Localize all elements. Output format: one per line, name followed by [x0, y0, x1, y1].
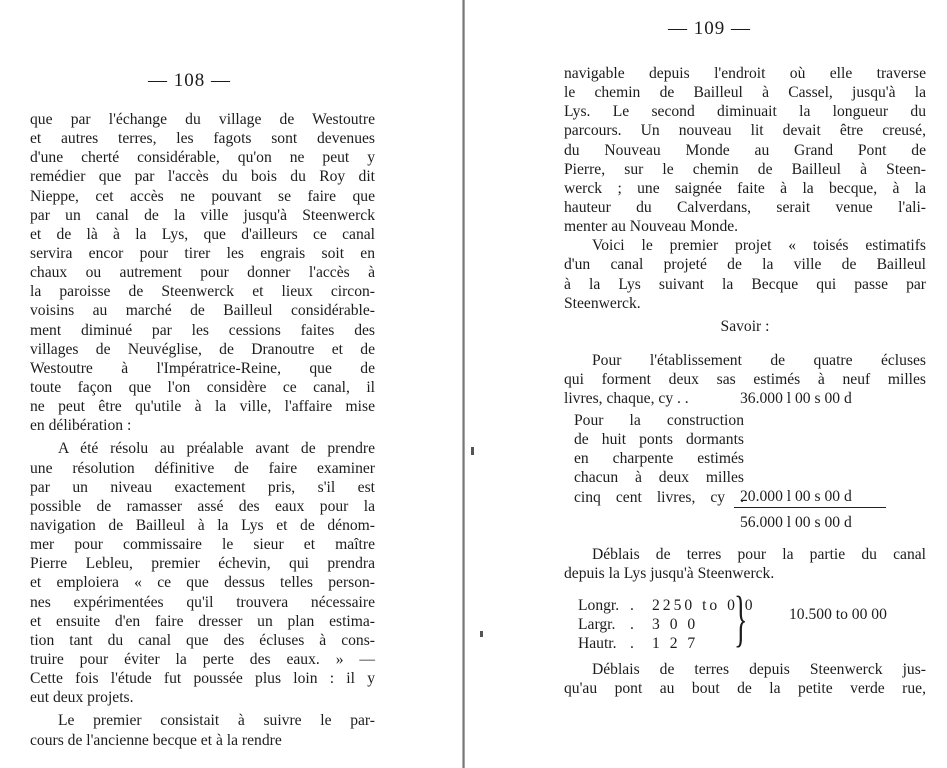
sum-rule [734, 507, 886, 508]
right-page [468, 0, 947, 768]
measure-value: 2250 to 0 0 [652, 597, 756, 614]
text-line: Nieppe, cet accès ne pouvant se faire que [30, 187, 375, 205]
right-page-number: — 109 — [668, 18, 751, 39]
ponts-line: de huit ponts dormants [574, 431, 744, 449]
measure-label: Longr. [578, 597, 620, 614]
text-line: que par l'échange du village de Westoutre [30, 111, 375, 128]
text-line: hauteur du Calverdans, serait venue l'ali- [564, 198, 926, 216]
ecluses-line: livres, chaque, cy . . [564, 390, 689, 408]
ponts-line: cinq cent livres, cy . [574, 488, 744, 506]
measures-total: 10.500 to 00 00 [789, 606, 887, 623]
book-gutter [462, 0, 465, 768]
final-line: Déblais de terres depuis Steenwerck jus- [592, 661, 926, 678]
text-line: Pierre, sur le chemin de Bailleul à Steen- [564, 160, 926, 178]
text-line: Lys. Le second diminuait la longueur du [564, 103, 926, 121]
text-line: par un canal de la ville jusqu'à Steenwerck [30, 206, 375, 224]
text-line: remédier que par l'accès du bois du Roy dit [30, 168, 375, 186]
measure-dot: . [630, 616, 634, 633]
measure-row [578, 615, 736, 634]
text-line: toute façon que l'on considère ce canal, il [30, 378, 375, 396]
text-line: nes expérimentées qu'il trouvera nécessaire [30, 593, 375, 611]
text-line: parcours. Un nouveau lit devait être creusé, [564, 122, 926, 140]
total-amount: 56.000 l 00 s 00 d [740, 514, 852, 531]
measure-dot: . [630, 635, 634, 652]
text-line: possible de ramasser assé des eaux pour la [30, 497, 375, 515]
text-line: Voici le premier projet « toisés estimatifs [592, 237, 926, 255]
brace-glyph: } [734, 585, 748, 653]
text-line: truire pour éviter la perte des eaux. » — [30, 650, 375, 668]
measure-label: Hautr. [578, 635, 617, 652]
text-line: voisins au marché de Bailleul considérable- [30, 302, 375, 320]
deblais-line: Déblais de terres pour la partie du canal [592, 546, 926, 563]
text-line: ne peut être qu'utile à la ville, l'affaire mise [30, 398, 375, 416]
measure-dot: . [630, 597, 634, 614]
text-line: A été résolu au préalable avant de prendre [58, 440, 375, 458]
text-line: navigable depuis l'endroit où elle traverse [564, 65, 926, 82]
ponts-line: en charpente estimés [574, 450, 744, 468]
text-line: du Nouveau Monde au Grand Pont de [564, 141, 926, 159]
ecluses-amount: 36.000 l 00 s 00 d [740, 390, 852, 407]
text-line: par un niveau exactement pris, s'il est [30, 478, 375, 496]
text-line: la paroisse de Steenwerck et lieux circon- [30, 283, 375, 301]
measure-row [578, 634, 736, 653]
deblais-heading [564, 545, 926, 583]
text-line: eut deux projets. [30, 689, 134, 707]
text-line: cours de l'ancienne becque et à la rendre [30, 731, 282, 749]
measure-value: 1 2 7 [652, 635, 699, 652]
estimate-block [564, 351, 926, 531]
ponts-line: Pour la construction [574, 412, 744, 429]
ecluses-line: Pour l'établissement de quatre écluses [592, 352, 926, 369]
left-page-number: — 108 — [148, 70, 231, 91]
left-body-text [30, 110, 375, 750]
text-line: Westoutre à l'Impératrice-Reine, que de [30, 359, 375, 377]
measure-value: 3 0 0 [652, 616, 699, 633]
ecluses-line: qui forment deux sas estimés à neuf milles [564, 371, 926, 389]
text-line: et de là à la Lys, que d'ailleurs ce canal [30, 225, 375, 243]
measure-label: Largr. [578, 616, 616, 633]
text-line: tion tant du canal que des écluses à cons- [30, 631, 375, 649]
measures-table [578, 596, 756, 653]
text-line: en délibération : [30, 417, 132, 435]
text-line: menter au Nouveau Monde. [564, 218, 739, 236]
ponts-amount: 20.000 l 00 s 00 d [740, 488, 852, 505]
text-line: d'un canal projeté de la ville de Bailleul [564, 256, 926, 274]
text-line: mer pour commissaire le sieur et maître [30, 536, 375, 554]
text-line: werck ; une saignée faite à la becque, à la [564, 179, 926, 197]
print-speck [480, 631, 483, 637]
text-line: navigation de Bailleul à la Lys et de dénom- [30, 516, 375, 534]
measure-row [578, 596, 756, 615]
text-line: villages de Neuvéglise, de Dranoutre et de [30, 340, 375, 358]
text-line: Cette fois l'étude fut poussée plus loin : il y [30, 670, 375, 688]
ponts-line: chacun à deux milles [574, 469, 744, 487]
left-page [0, 0, 463, 768]
text-line: Le premier consistait à suivre le par- [58, 712, 375, 730]
text-line: d'une cherté considérable, qu'on ne peut y [30, 149, 375, 167]
final-line: qu'au pont au bout de la petite verde rue, [564, 680, 926, 698]
text-line: Pierre Lebleu, premier échevin, qui prendra [30, 555, 375, 573]
print-speck [471, 447, 474, 455]
ponts-item [574, 411, 744, 507]
final-paragraph [564, 660, 926, 698]
text-line: Steenwerck. [564, 294, 641, 312]
savoir-label: Savoir : [720, 317, 770, 335]
deblais-line: depuis la Lys jusqu'à Steenwerck. [564, 565, 775, 583]
text-line: et emploiera « ce que dessus telles person- [30, 574, 375, 592]
text-line: ment diminué par les cessions faites des [30, 321, 375, 339]
text-line: et autres terres, les fagots sont devenues [30, 130, 375, 148]
text-line: et ensuite d'en faire dresser un plan estima- [30, 612, 375, 630]
text-line: une résolution définitive de faire examiner [30, 459, 375, 477]
text-line: servira encor pour tirer les engrais soit en [30, 244, 375, 262]
text-line: chaux ou autrement pour donner l'accès à [30, 264, 375, 282]
right-body-text [564, 64, 926, 336]
text-line: à la Lys suivant la Becque qui passe par [564, 275, 926, 293]
text-line: le chemin de Bailleul à Cassel, jusqu'à la [564, 84, 926, 102]
